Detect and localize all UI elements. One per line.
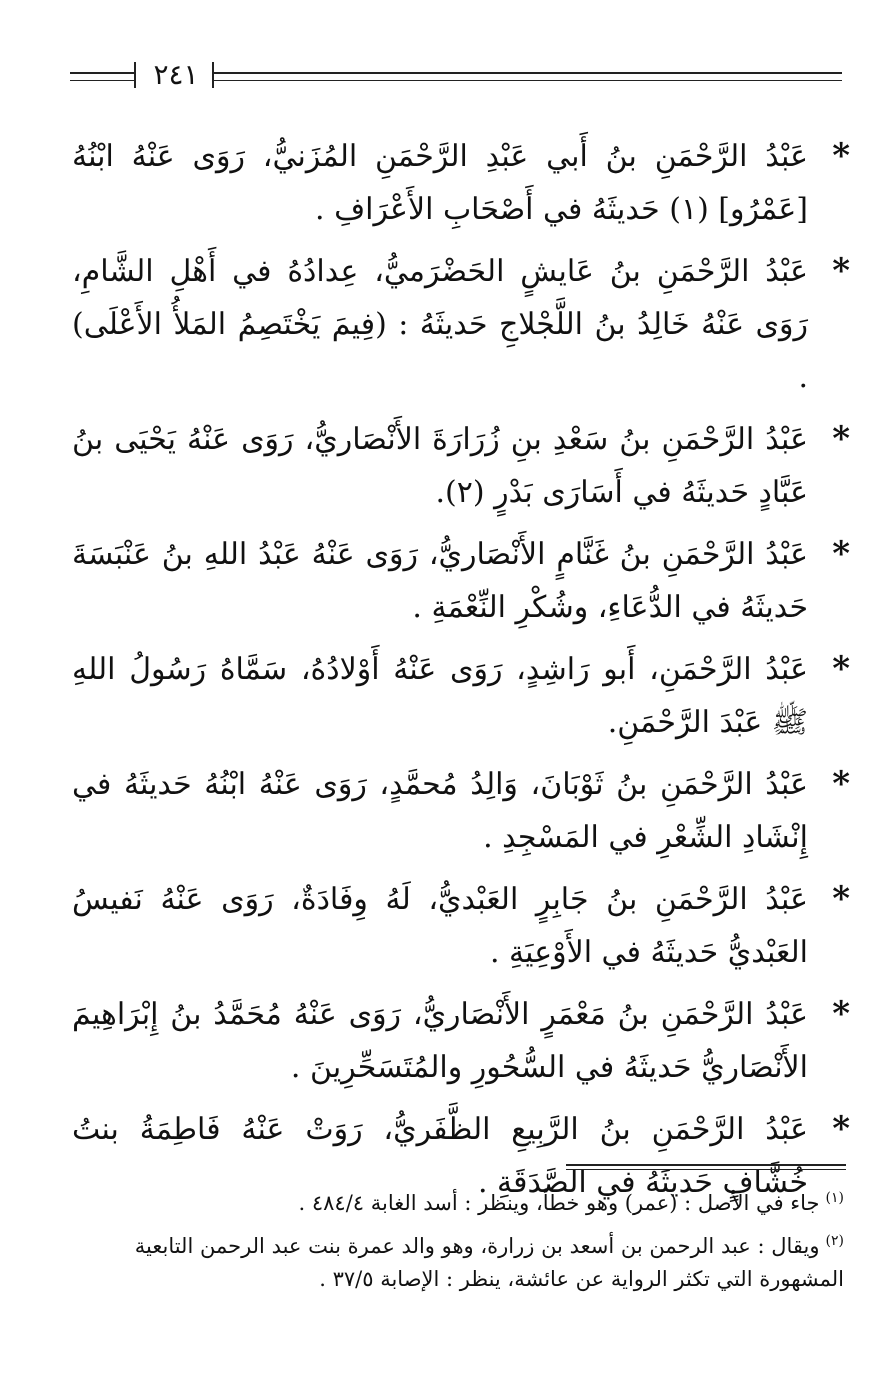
footnote-separator [566,1164,846,1170]
asterisk-marker: * [832,251,850,291]
biography-entry [72,643,850,749]
header-rule-left [70,72,134,81]
footnote-mark: (٢) [825,1233,844,1249]
asterisk-marker: * [832,534,850,574]
footnote [72,1225,844,1296]
asterisk-marker: * [832,649,850,689]
biography-entry [72,413,850,519]
asterisk-marker: * [832,764,850,804]
entry-text: عَبْدُ الرَّحْمَنِ بنُ الرَّبِيعِ الظَّفَريُّ، رَوَتْ عَنْهُ فَاطِمَةُ بنتُ خُشَّافٍ حَديثَهُ في الصَّدَقَةِ . [72,1112,808,1200]
entry-text: عَبْدُ الرَّحْمَنِ بنُ سَعْدِ بنِ زُرَارَةَ الأَنْصَاريُّ، رَوَى عَنْهُ يَحْيَى بنُ عَبَّادٍ حَديثَهُ في أَسَارَى بَدْرٍ (٢). [72,422,808,510]
header-rule-right [214,72,842,81]
asterisk-marker: * [832,879,850,919]
entry-text: عَبْدُ الرَّحْمَنِ بنُ جَابِرٍ العَبْديُّ، لَهُ وِفَادَةٌ، رَوَى عَنْهُ نَفيسُ العَبْديُّ حَديثَهُ في الأَوْعِيَةِ . [72,882,808,970]
main-text [72,130,850,1218]
entry-text: عَبْدُ الرَّحْمَنِ بنُ ثَوْبَانَ، وَالِدُ مُحمَّدٍ، رَوَى عَنْهُ ابْنُهُ حَديثَهُ في إِنْشَادِ الشِّعْرِ في المَسْجِدِ . [72,767,808,855]
page-header [70,58,842,94]
asterisk-marker: * [832,136,850,176]
biography-entry [72,988,850,1094]
footnote-mark: (١) [825,1190,844,1206]
biography-entry [72,873,850,979]
entry-text: عَبْدُ الرَّحْمَنِ بنُ مَعْمَرٍ الأَنْصَاريُّ، رَوَى عَنْهُ مُحَمَّدُ بنُ إِبْرَاهِيمَ الأَنْصَاريُّ حَديثَهُ في السُّحُورِ والمُتَسَحِّرِينَ . [72,997,808,1085]
biography-entry [72,245,850,404]
entry-text: عَبْدُ الرَّحْمَنِ، أَبو رَاشِدٍ، رَوَى عَنْهُ أَوْلادُهُ، سَمَّاهُ رَسُولُ اللهِ ﷺ عَبْدَ الرَّحْمَنِ. [72,652,808,740]
entry-text: عَبْدُ الرَّحْمَنِ بنُ عَايشٍ الحَضْرَميُّ، عِدادُهُ في أَهْلِ الشَّامِ، رَوَى عَنْهُ خَالِدُ بنُ اللَّجْلاجِ حَديثَهُ : (فِيمَ يَخْتَصِمُ المَلأُ الأَعْلَى) . [72,254,808,395]
footnote [72,1182,844,1220]
entry-text: عَبْدُ الرَّحْمَنِ بنُ أَبي عَبْدِ الرَّحْمَنِ المُزَنيُّ، رَوَى عَنْهُ ابْنُهُ [عَمْرُو] (١) حَديثَهُ في أَصْحَابِ الأَعْرَافِ . [72,139,808,227]
page-number: ٢٤١ [153,58,199,91]
footnote-text: ويقال : عبد الرحمن بن أسعد بن زرارة، وهو والد عمرة بنت عبد الرحمن التابعية المشهورة التي تكثر الرواية عن عائشة، ينظر : الإصابة ٣٧/٥ . [134,1234,844,1291]
biography-entry [72,130,850,236]
header-rule-divider [134,62,136,88]
asterisk-marker: * [832,1109,850,1149]
asterisk-marker: * [832,994,850,1034]
asterisk-marker: * [832,419,850,459]
footnote-text: جاء في الأصل : (عمر) وهو خطأ، وينظر : أسد الغابة ٤٨٤/٤ . [298,1191,820,1215]
entry-text: عَبْدُ الرَّحْمَنِ بنُ غَنَّامٍ الأَنْصَاريُّ، رَوَى عَنْهُ عَبْدُ اللهِ بنُ عَنْبَسَةَ حَديثَهُ في الدُّعَاءِ، وشُكْرِ النِّعْمَةِ . [72,537,808,625]
biography-entry [72,528,850,634]
footnotes [72,1182,844,1301]
biography-entry [72,758,850,864]
